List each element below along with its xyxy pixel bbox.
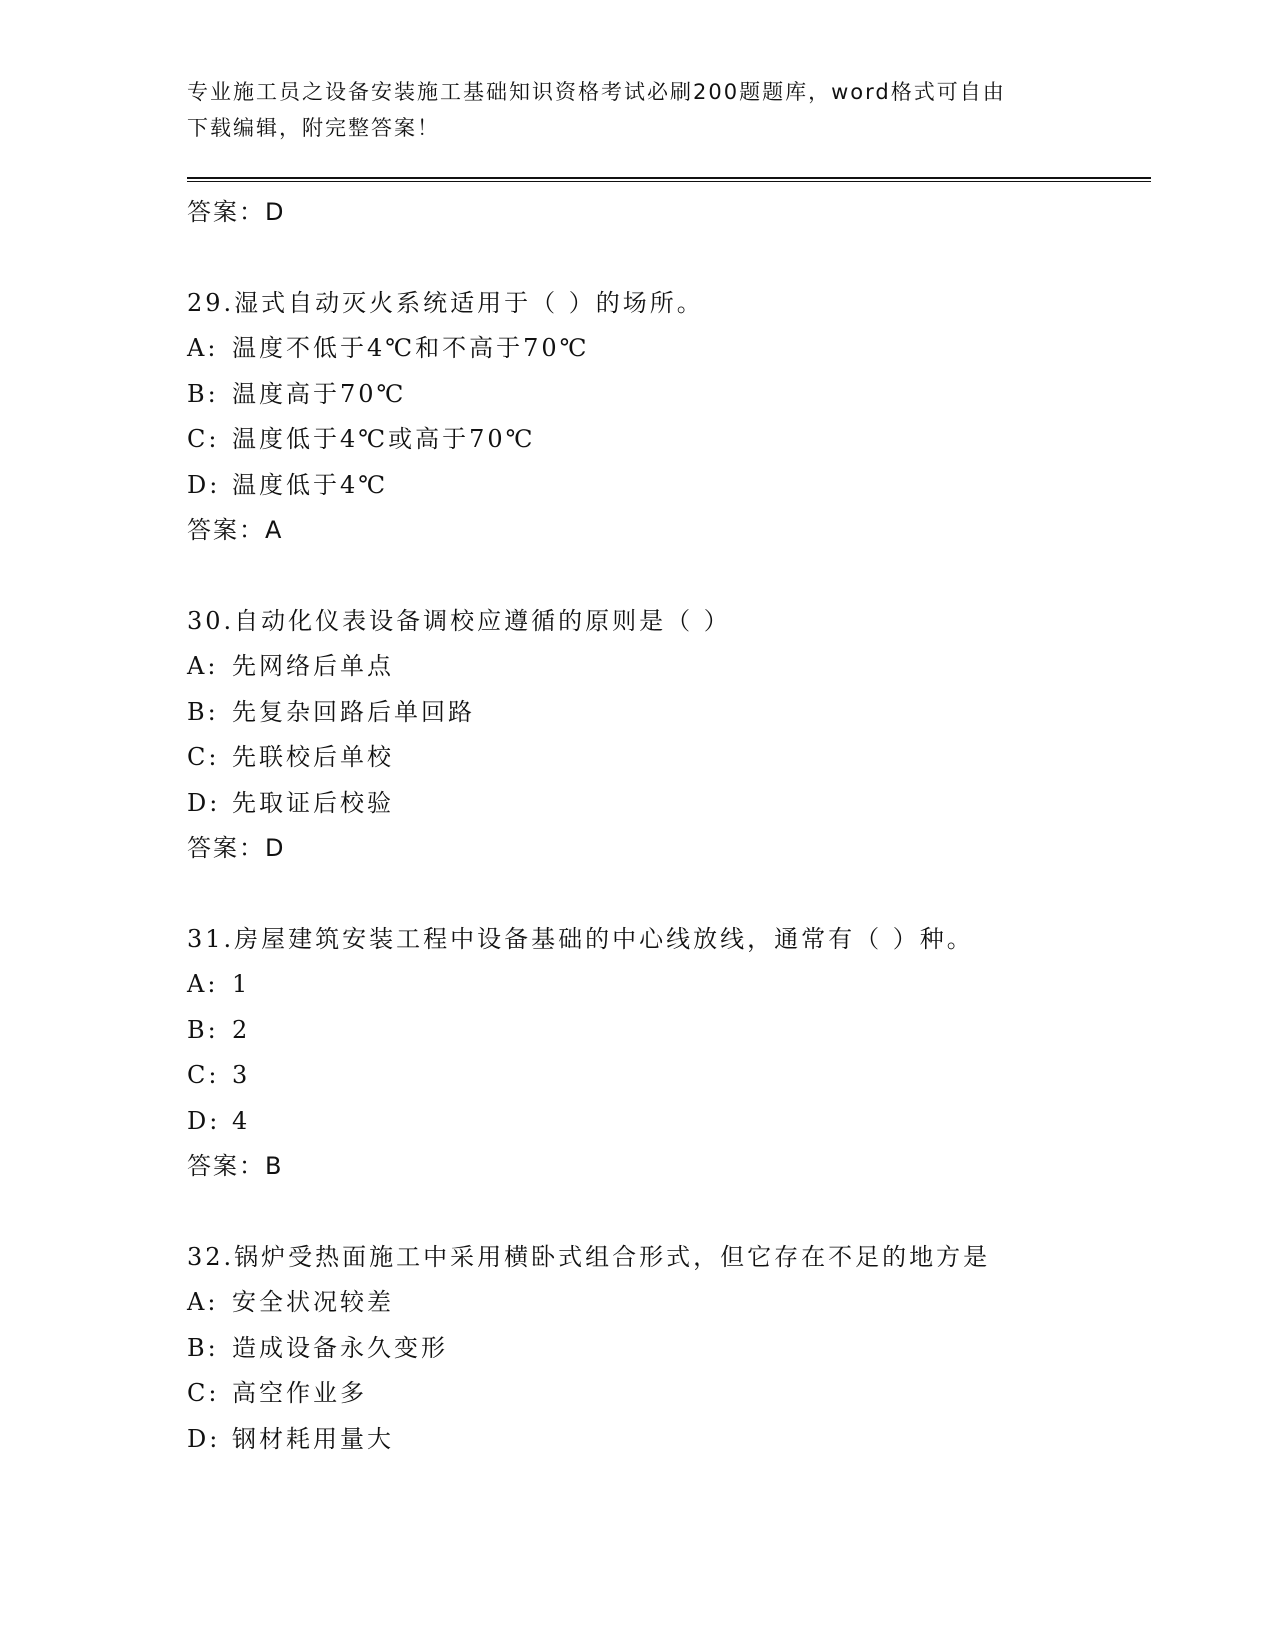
question-stem: 32.锅炉受热面施工中采用横卧式组合形式，但它存在不足的地方是 [187, 1242, 991, 1271]
option-b [187, 1008, 1147, 1054]
option-d [187, 1417, 1147, 1463]
option-text: 1 [232, 970, 251, 998]
question-stem: 30.自动化仪表设备调校应遵循的原则是（ ） [187, 606, 731, 635]
question-block [187, 917, 1147, 1190]
option-text: 3 [232, 1061, 251, 1089]
option-label: B: [187, 697, 219, 726]
option-label: D: [187, 1424, 221, 1453]
option-text: 温度高于70℃ [232, 379, 407, 408]
option-text: 钢材耗用量大 [232, 1424, 394, 1453]
option-b [187, 1326, 1147, 1372]
option-a [187, 326, 1147, 372]
option-text: 2 [232, 1015, 251, 1044]
option-c [187, 1053, 1147, 1099]
option-text: 先取证后校验 [232, 788, 394, 817]
header-rule-thick [187, 177, 1151, 179]
option-label: B: [187, 1015, 219, 1044]
option-a [187, 962, 1147, 1008]
spacer [187, 236, 1147, 281]
option-label: A: [187, 1288, 219, 1316]
option-text: 4 [232, 1106, 251, 1135]
option-label: C: [187, 743, 220, 771]
option-text: 先网络后单点 [232, 652, 394, 680]
document-header: 专业施工员之设备安装施工基础知识资格考试必刷200题题库，word格式可自由 下载编辑，附完整答案！ [187, 80, 1006, 140]
question-block [187, 1235, 1147, 1463]
option-text: 高空作业多 [232, 1379, 367, 1407]
spacer [187, 554, 1147, 599]
option-c [187, 417, 1147, 463]
option-d [187, 1099, 1147, 1145]
question-block [187, 599, 1147, 872]
option-text: 安全状况较差 [232, 1288, 394, 1316]
option-label: A: [187, 652, 219, 680]
option-a [187, 644, 1147, 690]
spacer [187, 872, 1147, 917]
option-text: 造成设备永久变形 [232, 1333, 448, 1362]
question-list [187, 190, 1147, 1462]
option-b [187, 690, 1147, 736]
option-text: 先联校后单校 [232, 743, 394, 771]
question-stem: 31.房屋建筑安装工程中设备基础的中心线放线，通常有（ ）种。 [187, 924, 974, 953]
answer-line: 答案：B [187, 1152, 284, 1180]
option-label: C: [187, 425, 220, 453]
option-b [187, 372, 1147, 418]
option-label: C: [187, 1061, 220, 1089]
option-c [187, 1371, 1147, 1417]
option-label: D: [187, 470, 221, 499]
answer-line: 答案：A [187, 516, 284, 544]
option-label: A: [187, 970, 219, 998]
option-text: 温度低于4℃或高于70℃ [232, 425, 536, 453]
spacer [187, 1190, 1147, 1235]
option-label: D: [187, 1106, 221, 1135]
option-label: B: [187, 379, 219, 408]
option-text: 先复杂回路后单回路 [232, 697, 475, 726]
option-d [187, 781, 1147, 827]
question-block [187, 281, 1147, 554]
option-text: 温度低于4℃ [232, 470, 389, 499]
option-label: B: [187, 1333, 219, 1362]
option-label: D: [187, 788, 221, 817]
answer-line: 答案：D [187, 834, 286, 862]
option-c [187, 735, 1147, 781]
question-stem: 29.湿式自动灭火系统适用于（ ）的场所。 [187, 288, 704, 317]
option-a [187, 1280, 1147, 1326]
answer-line: 答案：D [187, 198, 286, 226]
option-label: A: [187, 334, 219, 362]
option-text: 温度不低于4℃和不高于70℃ [232, 334, 590, 362]
option-d [187, 463, 1147, 509]
option-label: C: [187, 1379, 220, 1407]
header-rule-thin [187, 181, 1151, 182]
